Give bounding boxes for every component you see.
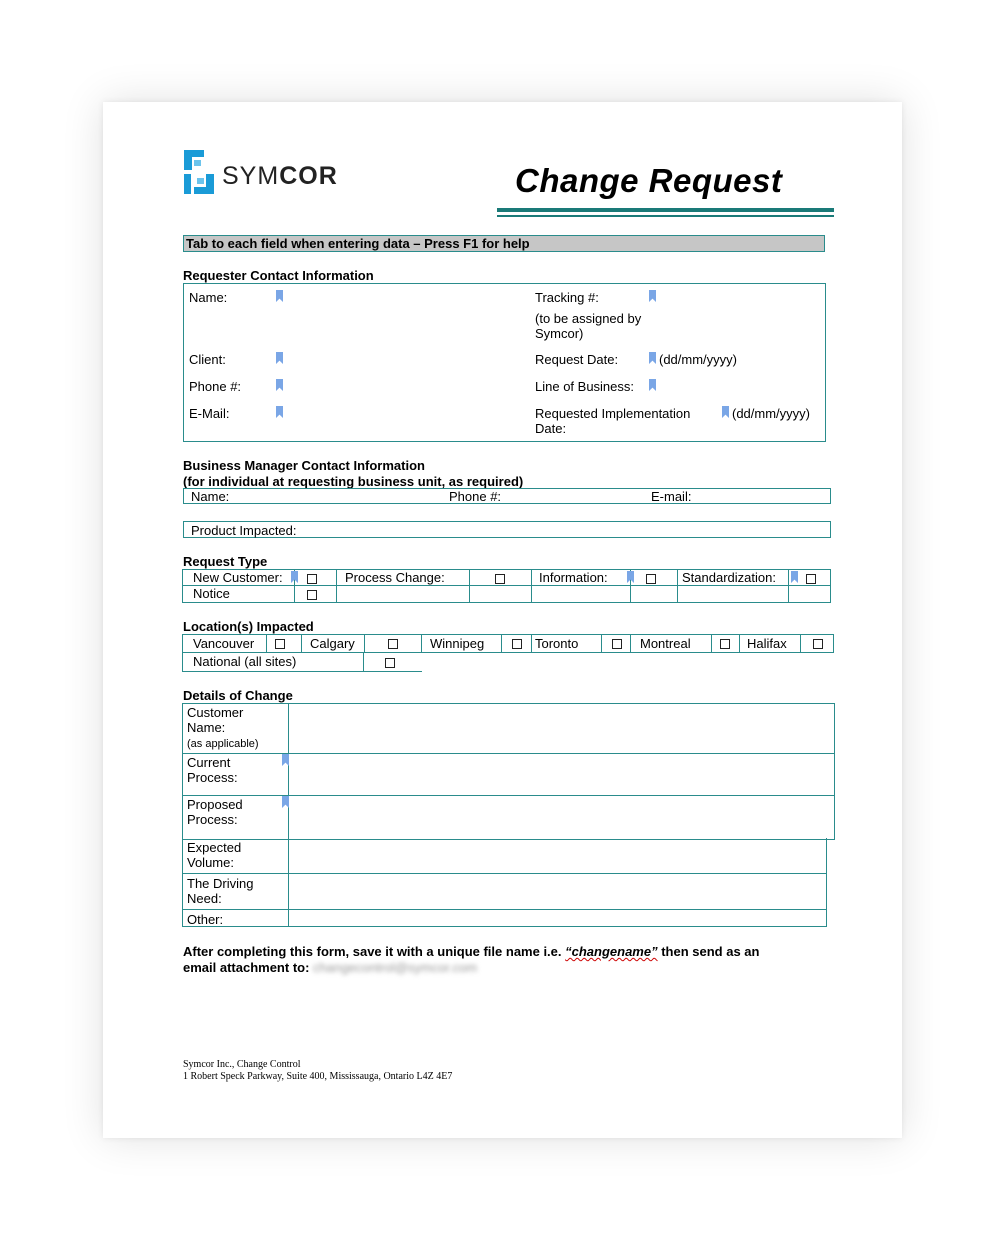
title-rule-thick bbox=[497, 208, 834, 212]
locations-row bbox=[182, 634, 834, 653]
location-halifax-checkbox[interactable] bbox=[813, 639, 823, 649]
request-date-label: Request Date: bbox=[535, 352, 619, 367]
symcor-logo-text: SYMCOR bbox=[222, 162, 338, 190]
blurred-email[interactable]: changecontrol@symcor.com bbox=[313, 960, 478, 975]
document-page bbox=[103, 102, 902, 1138]
page-title: Change Request bbox=[515, 162, 783, 199]
title-rule-thin bbox=[497, 215, 834, 217]
location-national-label: National (all sites) bbox=[193, 654, 297, 669]
submission-instructions: After completing this form, save it with a unique file name i.e. “changename” then send as an email attachment to: changecontrol@symcor.com bbox=[183, 944, 760, 975]
location-national-checkbox[interactable] bbox=[385, 658, 395, 668]
location-vancouver-label: Vancouver bbox=[193, 636, 255, 651]
location-winnipeg-checkbox[interactable] bbox=[512, 639, 522, 649]
national-row-bottom-border bbox=[182, 671, 422, 672]
address-line-1: Symcor Inc., Change Control bbox=[183, 1059, 301, 1070]
customer-name-field[interactable] bbox=[289, 704, 832, 752]
location-toronto-checkbox[interactable] bbox=[612, 639, 622, 649]
bm-phone-label: Phone #: bbox=[449, 489, 502, 504]
details-heading: Details of Change bbox=[183, 688, 293, 703]
bm-name-label: Name: bbox=[191, 489, 230, 504]
product-impacted-label: Product Impacted: bbox=[191, 523, 297, 538]
requester-heading: Requester Contact Information bbox=[183, 268, 374, 283]
client-label: Client: bbox=[189, 352, 226, 367]
standardization-label: Standardization: bbox=[682, 570, 776, 585]
location-montreal-label: Montreal bbox=[640, 636, 691, 651]
location-calgary-label: Calgary bbox=[310, 636, 355, 651]
customer-name-label: Customer Name: (as applicable) bbox=[187, 705, 259, 750]
help-bar: Tab to each field when entering data – Press F1 for help bbox=[183, 235, 825, 252]
current-process-field[interactable] bbox=[289, 754, 832, 794]
address-footer bbox=[183, 1059, 452, 1083]
expected-volume-label: Expected Volume: bbox=[187, 840, 242, 870]
notice-checkbox[interactable] bbox=[307, 590, 317, 600]
implementation-date-format: (dd/mm/yyyy) bbox=[732, 406, 810, 421]
process-change-checkbox[interactable] bbox=[495, 574, 505, 584]
name-label: Name: bbox=[189, 290, 228, 305]
location-toronto-label: Toronto bbox=[535, 636, 579, 651]
driving-need-field[interactable] bbox=[289, 875, 824, 909]
national-row-divider bbox=[363, 652, 364, 672]
other-label: Other: bbox=[187, 912, 224, 927]
line-of-business-label: Line of Business: bbox=[535, 379, 635, 394]
standardization-bookmark-icon bbox=[791, 571, 798, 583]
location-halifax-label: Halifax bbox=[747, 636, 787, 651]
current-process-label: Current Process: bbox=[187, 755, 238, 785]
request-type-table bbox=[182, 569, 831, 603]
bm-email-label: E-mail: bbox=[651, 489, 692, 504]
new-customer-checkbox[interactable] bbox=[307, 574, 317, 584]
business-manager-subheading: (for individual at requesting business unit, as required) bbox=[183, 474, 524, 489]
expected-volume-field[interactable] bbox=[289, 839, 824, 873]
business-manager-heading: Business Manager Contact Information bbox=[183, 458, 425, 473]
implementation-date-label: Requested Implementation Date: bbox=[535, 406, 691, 436]
other-field[interactable] bbox=[289, 911, 824, 926]
request-type-heading: Request Type bbox=[183, 554, 268, 569]
business-manager-row bbox=[183, 488, 831, 504]
request-date-format: (dd/mm/yyyy) bbox=[659, 352, 737, 367]
information-label: Information: bbox=[539, 570, 608, 585]
proposed-process-label: Proposed Process: bbox=[187, 797, 243, 827]
standardization-checkbox[interactable] bbox=[806, 574, 816, 584]
phone-label: Phone #: bbox=[189, 379, 242, 394]
email-label: E-Mail: bbox=[189, 406, 230, 421]
symcor-logo-icon bbox=[184, 150, 214, 194]
proposed-process-field[interactable] bbox=[289, 796, 832, 838]
process-change-label: Process Change: bbox=[345, 570, 445, 585]
product-impacted-field[interactable] bbox=[183, 521, 831, 538]
driving-need-label: The Driving Need: bbox=[187, 876, 254, 906]
changename-emphasis: “changename” bbox=[565, 944, 658, 959]
location-calgary-checkbox[interactable] bbox=[388, 639, 398, 649]
national-row-left-border bbox=[182, 652, 183, 672]
information-checkbox[interactable] bbox=[646, 574, 656, 584]
new-customer-label: New Customer: bbox=[193, 570, 283, 585]
notice-label: Notice bbox=[193, 586, 230, 601]
location-montreal-checkbox[interactable] bbox=[720, 639, 730, 649]
location-vancouver-checkbox[interactable] bbox=[275, 639, 285, 649]
location-winnipeg-label: Winnipeg bbox=[430, 636, 485, 651]
tracking-label: Tracking #: bbox=[535, 290, 599, 305]
address-line-2: 1 Robert Speck Parkway, Suite 400, Mississauga, Ontario L4Z 4E7 bbox=[183, 1071, 453, 1082]
locations-heading: Location(s) Impacted bbox=[183, 619, 314, 634]
tracking-note: (to be assigned by Symcor) bbox=[535, 311, 642, 341]
